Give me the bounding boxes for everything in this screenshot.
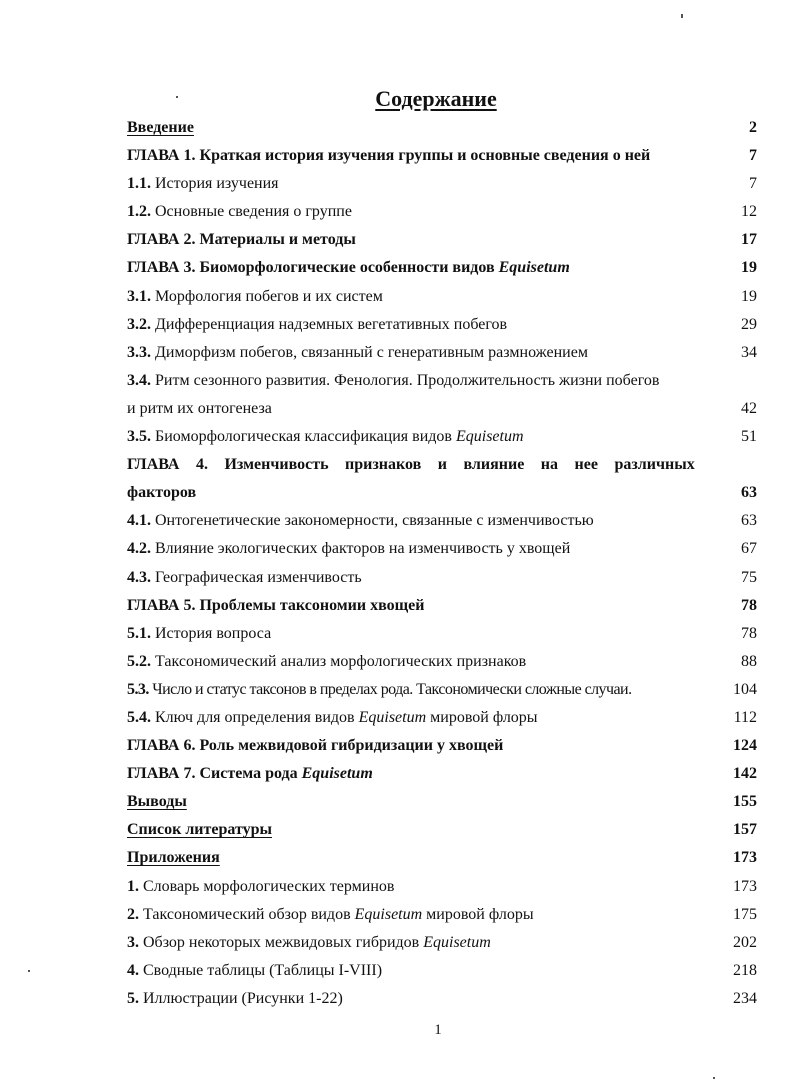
page-title: Содержание <box>375 86 497 111</box>
toc-label: 4.3. Географическая изменчивость <box>127 568 362 586</box>
toc-entry-1-1 <box>127 170 757 198</box>
toc-page-number: 67 <box>741 540 757 558</box>
toc-entry-chapter-3 <box>127 254 757 282</box>
toc-entry-chapter-4-continued <box>127 479 757 507</box>
toc-label: Выводы <box>127 793 187 811</box>
toc-page-number: 19 <box>741 259 757 277</box>
toc-page-number: 17 <box>741 231 757 249</box>
toc-page-number: 75 <box>741 568 757 586</box>
toc-page-number: 112 <box>733 708 757 726</box>
toc-entry-3-3 <box>127 339 757 367</box>
toc-page-number: 12 <box>741 203 757 221</box>
toc-page-number: 173 <box>733 849 757 867</box>
toc-page-number: 63 <box>741 512 757 530</box>
toc-entry-3-4-continued <box>127 395 757 423</box>
toc-entry-chapter-7 <box>127 760 757 788</box>
toc-label: 2. Таксономический обзор видов Equisetum мировой флоры <box>127 905 534 923</box>
toc-label: 3. Обзор некоторых межвидовых гибридов Equisetum <box>127 933 491 951</box>
toc-page-number: 234 <box>733 989 757 1007</box>
toc-entry-chapter-2 <box>127 226 757 254</box>
toc-label: ГЛАВА 6. Роль межвидовой гибридизации у хвощей <box>127 737 504 755</box>
scan-speck <box>681 14 683 18</box>
toc-label: 3.5. Биоморфологическая классификация видов Equisetum <box>127 428 524 446</box>
toc-entry-4-3 <box>127 564 757 592</box>
toc-page-number: 88 <box>741 652 757 670</box>
toc-page-number: 142 <box>733 765 757 783</box>
toc-entry-5-1 <box>127 620 757 648</box>
toc-entry-3-4 <box>127 367 757 395</box>
toc-entry-appendix-1 <box>127 873 757 901</box>
toc-label: Список литературы <box>127 821 272 839</box>
toc-page-number: 124 <box>733 737 757 755</box>
toc-label: 3.4. Ритм сезонного развития. Фенология. Продолжительность жизни побегов <box>127 371 660 389</box>
toc-label: 4.2. Влияние экологических факторов на изменчивость у хвощей <box>127 540 571 558</box>
toc-page-number: 78 <box>741 624 757 642</box>
toc-label: 1.2. Основные сведения о группе <box>127 203 352 221</box>
toc-label: ГЛАВА 1. Краткая история изучения группы и основные сведения о ней <box>127 147 651 165</box>
toc-label: 3.2. Дифференциация надземных вегетативных побегов <box>127 315 508 333</box>
page-number: 1 <box>434 1022 442 1038</box>
toc-page-number: 175 <box>733 905 757 923</box>
toc-label: 1. Словарь морфологических терминов <box>127 877 395 895</box>
toc-label: и ритм их онтогенеза <box>127 399 272 417</box>
toc-entry-chapter-5 <box>127 592 757 620</box>
scan-speck <box>713 1077 715 1079</box>
toc-entry-4-1 <box>127 507 757 535</box>
toc-label: 1.1. История изучения <box>127 175 279 193</box>
toc-label: факторов <box>127 484 197 502</box>
toc-entry-appendix-3 <box>127 929 757 957</box>
toc-page-number: 51 <box>741 428 757 446</box>
toc-entry-3-1 <box>127 283 757 311</box>
toc-entry-introduction <box>127 114 757 142</box>
toc-entry-1-2 <box>127 198 757 226</box>
toc-entry-appendix-5 <box>127 985 757 1013</box>
toc-entry-appendices <box>127 844 757 872</box>
toc-label: 5.4. Ключ для определения видов Equisetum мировой флоры <box>127 708 538 726</box>
toc-label: ГЛАВА 2. Материалы и методы <box>127 231 356 249</box>
toc-entry-appendix-2 <box>127 901 757 929</box>
toc-entry-chapter-6 <box>127 732 757 760</box>
toc-entry-5-3 <box>127 676 757 704</box>
toc-page-number: 173 <box>733 877 757 895</box>
toc-label: 3.3. Диморфизм побегов, связанный с генеративным размножением <box>127 343 588 361</box>
toc-label: ГЛАВА 3. Биоморфологические особенности видов Equisetum <box>127 259 570 277</box>
toc-page-number: 63 <box>741 484 757 502</box>
toc-entry-3-5 <box>127 423 757 451</box>
toc-page-number: 42 <box>741 399 757 417</box>
toc-entry-references <box>127 816 757 844</box>
toc-label: 4. Сводные таблицы (Таблицы I-VIII) <box>127 961 383 979</box>
toc-page-number: 202 <box>733 933 757 951</box>
toc-label: ГЛАВА 5. Проблемы таксономии хвощей <box>127 596 425 614</box>
table-of-contents <box>127 114 757 1013</box>
toc-entry-5-4 <box>127 704 757 732</box>
toc-entry-4-2 <box>127 535 757 563</box>
toc-page-number: 7 <box>749 147 757 165</box>
toc-page-number: 104 <box>733 680 757 698</box>
toc-label: 5.1. История вопроса <box>127 624 272 642</box>
toc-page-number: 2 <box>749 119 757 136</box>
scan-speck <box>28 970 30 972</box>
toc-entry-chapter-1 <box>127 142 757 170</box>
toc-page-number: 78 <box>741 596 757 614</box>
toc-page-number: 157 <box>733 821 757 839</box>
toc-label: 3.1. Морфология побегов и их систем <box>127 287 383 305</box>
toc-label: 5.2. Таксономический анализ морфологических признаков <box>127 652 527 670</box>
toc-label: Приложения <box>127 849 220 867</box>
toc-label: 5.3. Число и статус таксонов в пределах рода. Таксономически сложные случаи. <box>127 680 632 698</box>
toc-label: ГЛАВА 7. Система рода Equisetum <box>127 765 373 783</box>
toc-page-number: 155 <box>733 793 757 811</box>
toc-entry-5-2 <box>127 648 757 676</box>
toc-entry-conclusions <box>127 788 757 816</box>
toc-label: 4.1. Онтогенетические закономерности, связанные с изменчивостью <box>127 512 594 530</box>
toc-label: ГЛАВА 4. Изменчивость признаков и влияние на нее различных <box>127 456 695 474</box>
toc-label: Введение <box>127 119 194 136</box>
scan-speck <box>176 96 178 98</box>
toc-page-number: 218 <box>733 961 757 979</box>
toc-entry-appendix-4 <box>127 957 757 985</box>
toc-entry-3-2 <box>127 311 757 339</box>
toc-page-number: 34 <box>741 343 757 361</box>
toc-page-number: 19 <box>741 287 757 305</box>
toc-page-number: 29 <box>741 315 757 333</box>
toc-label: 5. Иллюстрации (Рисунки 1-22) <box>127 989 343 1007</box>
toc-entry-chapter-4 <box>127 451 757 479</box>
toc-page-number: 7 <box>749 175 757 193</box>
